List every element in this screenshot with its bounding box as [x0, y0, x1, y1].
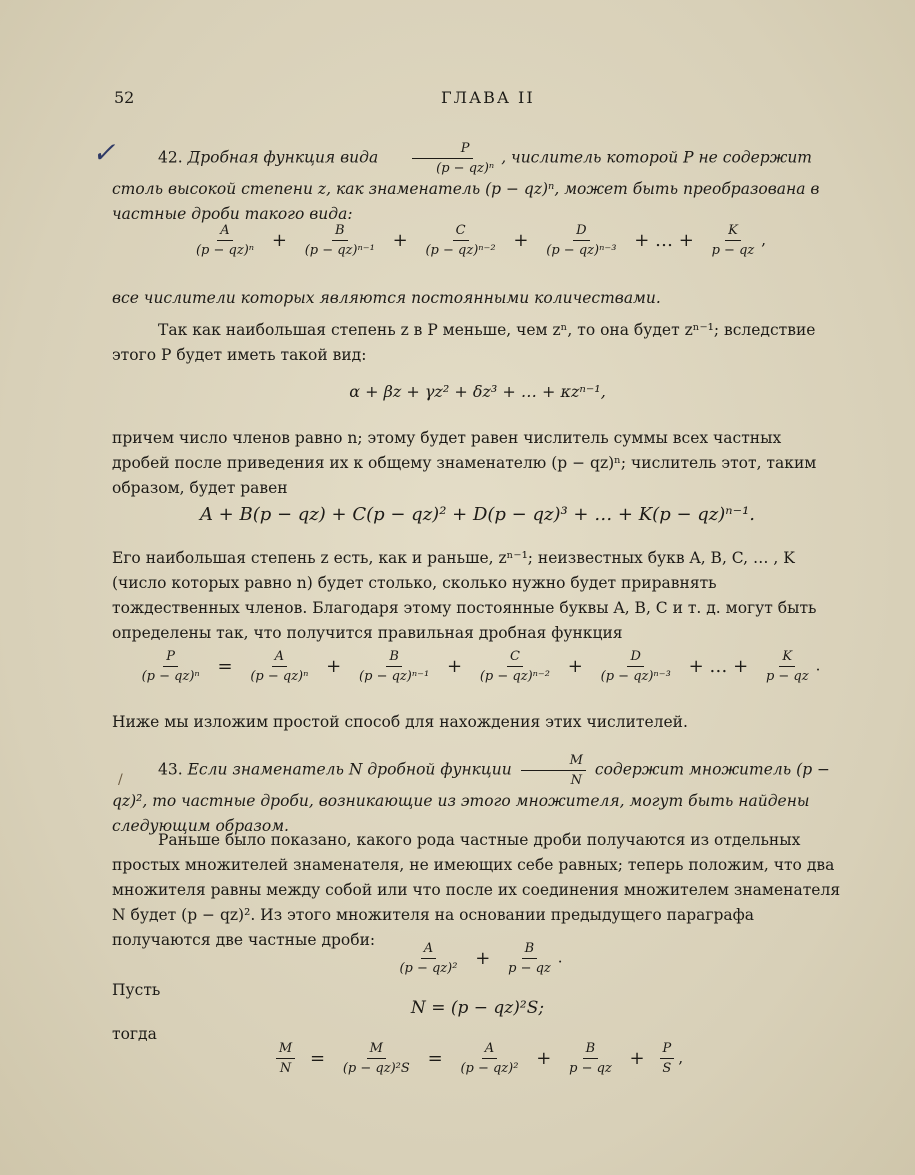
- fraction-term-k: [763, 648, 812, 685]
- numerator: A: [421, 940, 436, 959]
- ellipsis: + … +: [688, 656, 749, 677]
- equation-punctuation: .: [557, 948, 563, 967]
- ellipsis: + … +: [634, 230, 694, 251]
- fraction-term-b: [566, 1040, 615, 1077]
- denominator: p − qz: [765, 669, 809, 684]
- numerator: B: [583, 1040, 599, 1059]
- page-number: 52: [114, 88, 135, 107]
- denominator: (p − qz)²: [399, 961, 458, 976]
- denominator: (p − qz)ⁿ: [141, 669, 200, 684]
- running-head: ГЛАВА II: [441, 88, 535, 107]
- fraction-term-a: [457, 1040, 521, 1077]
- handwritten-check-mark: ✓: [92, 136, 116, 169]
- numerator: P: [660, 1040, 675, 1059]
- equation-punctuation: ,: [678, 1048, 684, 1067]
- numerator: P: [163, 648, 178, 667]
- denominator: (p − qz)ⁿ⁻¹: [304, 243, 375, 258]
- paragraph-highest-degree: Так как наибольшая степень z в P меньше, чем zⁿ, то она будет zⁿ⁻¹; вследствие этого P будет иметь такой вид:: [112, 321, 816, 364]
- denominator: S: [662, 1061, 672, 1076]
- fraction-numerator: P: [412, 140, 473, 159]
- section-43-heading: [112, 752, 842, 839]
- fraction-term-k: [709, 222, 758, 259]
- fraction-term-b: [356, 648, 432, 685]
- fraction-term-p: [659, 1040, 674, 1077]
- fraction-term-a: [193, 222, 257, 259]
- section-42-number: 42.: [158, 148, 183, 167]
- numerator: D: [573, 222, 589, 241]
- denominator: p − qz: [569, 1061, 612, 1076]
- constants-statement: все числители которых являются постоянными количествами.: [112, 289, 661, 307]
- fraction-numerator: M: [521, 752, 586, 771]
- equation-partial-fractions: $\frac{A}{\text{(p − qz)ⁿ}}$ + $\frac{B}{\text{(p − qz)ⁿ⁻¹}}$ + $\frac{C}{\text{(p − qz)ⁿ⁻²}}$ + $\frac{D}{\text{(p − qz)ⁿ⁻³}}$ + … + $\frac{K}{p - qz}$ ,: [110, 222, 845, 259]
- denominator: (p − qz)ⁿ: [250, 669, 309, 684]
- equation-punctuation: ,: [761, 230, 767, 249]
- fraction-denominator: N: [570, 773, 582, 788]
- numerator: B: [332, 222, 348, 241]
- numerator: M: [276, 1040, 295, 1059]
- denominator: (p − qz)ⁿ⁻³: [546, 243, 617, 258]
- denominator: (p − qz)ⁿ: [195, 243, 255, 258]
- paragraph-unknown-letters: Его наибольшая степень z есть, как и раньше, zⁿ⁻¹; неизвестных букв A, B, C, … , K (число которых равно n) будет столько, сколько нужно будет приравнять тождественных членов. Благодаря этому постоянные буквы A, B, C и т. д. могут быть определены так, что получится правильная дробная функция: [112, 549, 817, 642]
- equation-numerator-sum: A + B(p − qz) + C(p − qz)² + D(p − qz)³ + … + K(p − qz)ⁿ⁻¹.: [199, 504, 756, 525]
- fraction-term-a: [247, 648, 311, 685]
- denominator: (p − qz)²: [460, 1061, 519, 1076]
- fraction-lhs: [139, 648, 203, 685]
- numerator: B: [522, 940, 538, 959]
- numerator: K: [779, 648, 795, 667]
- equation-polynomial: α + βz + γz² + δz³ + … + κzⁿ⁻¹,: [349, 382, 606, 401]
- inline-fraction-m-over-n: [521, 752, 586, 789]
- numerator: B: [386, 648, 402, 667]
- denominator: (p − qz)ⁿ⁻³: [600, 669, 671, 684]
- section-43-heading-text-2: содержит множитель (p − qz)², то частные дроби, возникающие из этого множителя, могут быть найдены следующим образом.: [112, 760, 831, 835]
- denominator: p − qz: [711, 243, 755, 258]
- equation-n-definition: N = (p − qz)²S;: [410, 998, 545, 1018]
- denominator: (p − qz)ⁿ⁻²: [479, 669, 550, 684]
- word-let: Пусть: [112, 981, 161, 999]
- equation-m-over-n-decomposition: $\frac{M}{N}$ = $\frac{M}{\text{(p − qz)²S}}$ = $\frac{A}{\text{(p − qz)²}}$ + $\frac{B}{p - qz}$ + $\frac{P}{S}$ ,: [110, 1040, 845, 1077]
- inline-fraction-p-over-denominator: [387, 140, 497, 177]
- numerator: A: [217, 222, 232, 241]
- fraction-term-c: [422, 222, 498, 259]
- numerator: D: [627, 648, 643, 667]
- numerator: C: [453, 222, 469, 241]
- numerator: A: [272, 648, 287, 667]
- denominator: (p − qz)ⁿ⁻²: [425, 243, 496, 258]
- denominator: N: [279, 1061, 292, 1076]
- section-43-heading-text-1: Если знаменатель N дробной функции: [187, 760, 512, 779]
- denominator: (p − qz)ⁿ⁻¹: [359, 669, 430, 684]
- fraction-term-d: [543, 222, 619, 259]
- word-then: тогда: [112, 1025, 157, 1043]
- numerator: A: [482, 1040, 497, 1059]
- equation-punctuation: .: [815, 656, 821, 675]
- fraction-term-c: [477, 648, 553, 685]
- fraction-term-a: [396, 940, 460, 977]
- numerator: C: [507, 648, 523, 667]
- paragraph-method-intro: Ниже мы изложим простой способ для нахождения этих числителей.: [112, 713, 688, 731]
- paragraph-equal-factors: Раньше было показано, какого рода частные дроби получаются из отдельных простых множителей знаменателя, не имеющих себе равных; теперь положим, что два множителя равны между собой или что после их соединения множителем знаменателя N будет (p − qz)². Из этого множителя на основании предыдущего параграфа получаются две частные дроби:: [112, 831, 841, 949]
- fraction-term-d: [598, 648, 674, 685]
- section-42-heading: [112, 140, 842, 227]
- denominator: (p − qz)²S: [342, 1061, 410, 1076]
- equation-two-fractions: $\frac{A}{\text{(p − qz)²}}$ + $\frac{B}{p - qz}$ .: [110, 940, 845, 977]
- equation-proper-fraction: $\frac{P}{\text{(p − qz)ⁿ}}$ = $\frac{A}{\text{(p − qz)ⁿ}}$ + $\frac{B}{\text{(p − qz)ⁿ⁻¹}}$ + $\frac{C}{\text{(p − qz)ⁿ⁻²}}$ + $\frac{D}{\text{(p − qz)ⁿ⁻³}}$ + … + $\frac{K}{p - qz}$ .: [110, 648, 845, 685]
- section-42-heading-text-2: , числитель которой P не содержит столь высокой степени z, как знаменатель (p − qz)ⁿ, может быть преобразована в частные дроби такого вида:: [112, 148, 820, 223]
- fraction-middle: [340, 1040, 413, 1077]
- numerator: K: [725, 222, 741, 241]
- fraction-term-b: [302, 222, 378, 259]
- section-42-heading-text-1: Дробная функция вида: [187, 148, 379, 167]
- paragraph-number-of-terms: причем число членов равно n; этому будет равен числитель суммы всех частных дробей после приведения их к общему знаменателю (p − qz)ⁿ; числитель этот, таким образом, будет равен: [112, 429, 817, 497]
- fraction-denominator: (p − qz)ⁿ: [436, 161, 495, 176]
- numerator: M: [367, 1040, 386, 1059]
- denominator: p − qz: [508, 961, 551, 976]
- section-43-number: 43.: [158, 760, 183, 779]
- fraction-lhs: [276, 1040, 295, 1077]
- fraction-term-b: [505, 940, 554, 977]
- pencil-mark: /: [118, 772, 123, 788]
